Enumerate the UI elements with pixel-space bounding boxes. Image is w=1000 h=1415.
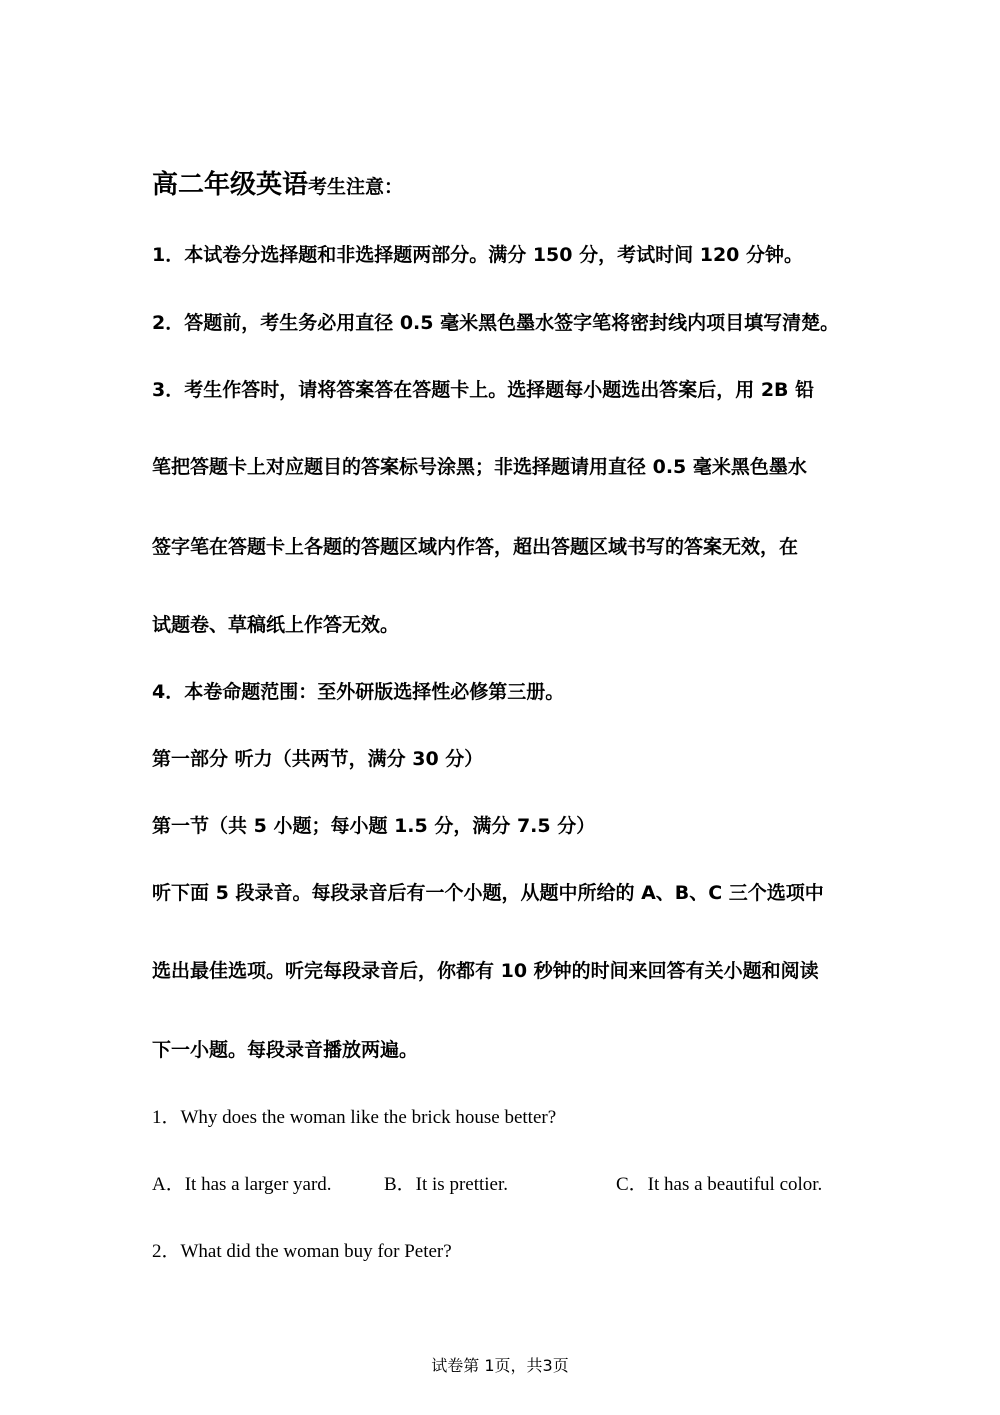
- exam-title: 高二年级英语: [152, 170, 309, 200]
- notice-line-3: 3．考生作答时，请将答案答在答题卡上。选择题每小题选出答案后，用 2B 铅: [152, 379, 815, 401]
- instruction-line-3: 下一小题。每段录音播放两遍。: [152, 1039, 419, 1061]
- question-1-stem: 1．Why does the woman like the brick house better?: [152, 1107, 557, 1128]
- notice-line-1: 1．本试卷分选择题和非选择题两部分。满分 150 分，考试时间 120 分钟。: [152, 244, 804, 266]
- part1-heading: 第一部分 听力（共两节，满分 30 分）: [152, 748, 484, 770]
- question-1-option-c: C．It has a beautiful color.: [616, 1174, 823, 1195]
- instruction-line-1: 听下面 5 段录音。每段录音后有一个小题，从题中所给的 A、B、C 三个选项中: [152, 882, 824, 904]
- notice-line-5: 签字笔在答题卡上各题的答题区域内作答，超出答题区域书写的答案无效，在: [152, 536, 799, 558]
- question-2-stem: 2．What did the woman buy for Peter?: [152, 1241, 452, 1262]
- exam-header: [152, 172, 403, 198]
- instruction-line-2: 选出最佳选项。听完每段录音后，你都有 10 秒钟的时间来回答有关小题和阅读: [152, 960, 819, 982]
- notice-line-7: 4．本卷命题范围：至外研版选择性必修第三册。: [152, 681, 565, 703]
- section1-heading: 第一节（共 5 小题；每小题 1.5 分，满分 7.5 分）: [152, 815, 596, 837]
- notice-line-6: 试题卷、草稿纸上作答无效。: [152, 614, 400, 636]
- notice-line-4: 笔把答题卡上对应题目的答案标号涂黑；非选择题请用直径 0.5 毫米黑色墨水: [152, 456, 807, 478]
- notice-heading: 考生注意：: [308, 176, 404, 198]
- notice-line-2: 2．答题前，考生务必用直径 0.5 毫米黑色墨水签字笔将密封线内项目填写清楚。: [152, 312, 840, 334]
- question-1-option-a: A．It has a larger yard.: [152, 1174, 332, 1195]
- page-footer: 试卷第 1页，共3页: [431, 1356, 569, 1375]
- question-1-option-b: B．It is prettier.: [384, 1174, 509, 1195]
